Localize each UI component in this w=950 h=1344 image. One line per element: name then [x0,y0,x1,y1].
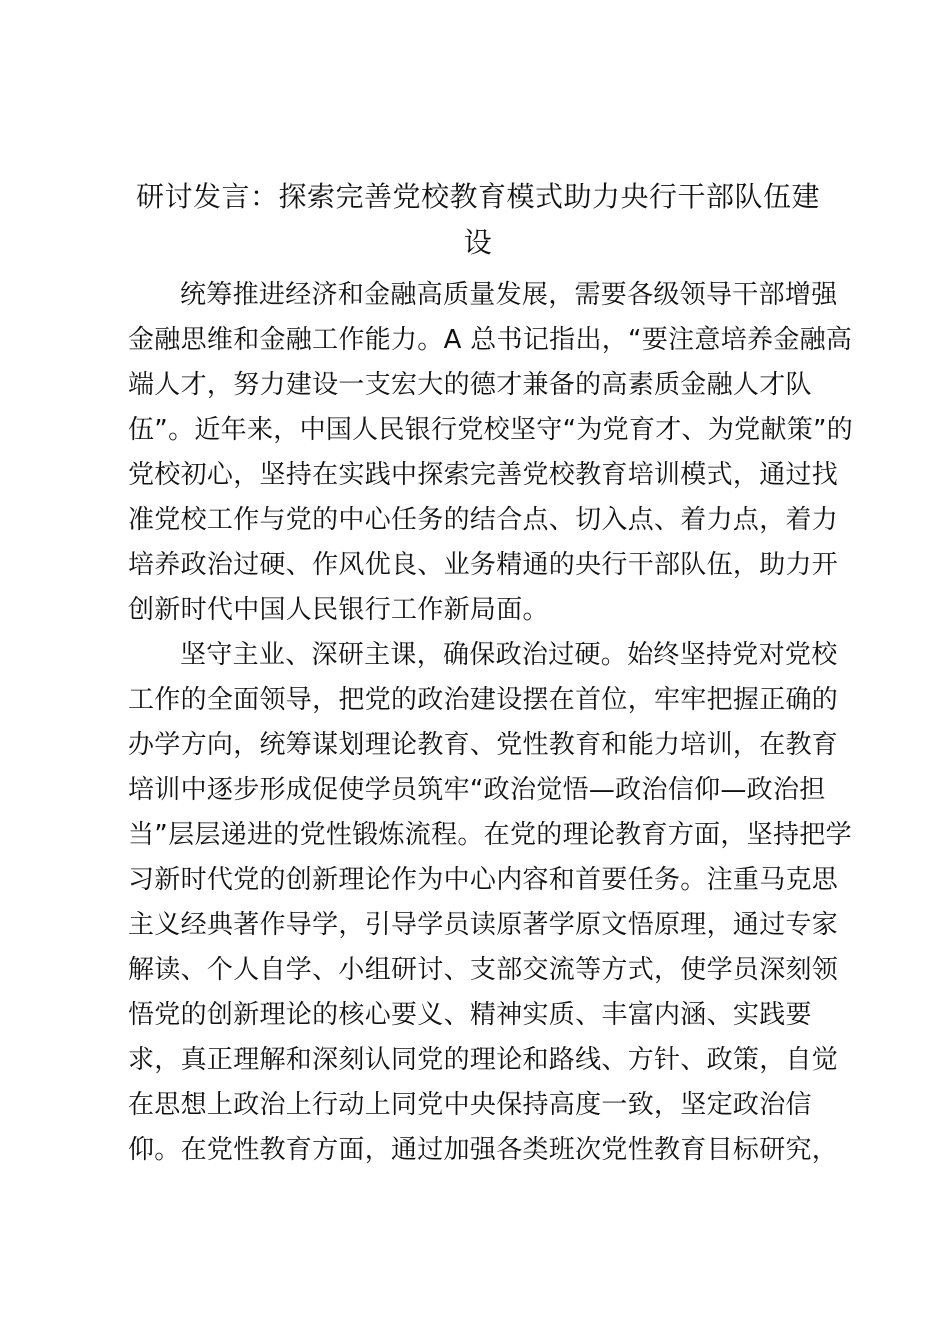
paragraph-2-line-10: 求，真正理解和深刻认同党的理论和路线、方针、政策，自觉 [128,1045,839,1075]
paragraph-2-line-1: 坚守主业、深研主课，确保政治过硬。始终坚持党对党校 [180,640,838,670]
title-line-2: 设 [463,226,493,259]
paragraph-2-line-2: 工作的全面领导，把党的政治建设摆在首位，牢牢把握正确的 [128,685,839,715]
document-title [128,174,828,266]
paragraph-2-line-12: 仰。在党性教育方面，通过加强各类班次党性教育目标研究， [128,1135,839,1165]
paragraph-1-line-2: 金融思维和金融工作能力。A 总书记指出，“要注意培养金融高 [128,325,853,355]
paragraph-2-line-9: 悟党的创新理论的核心要义、精神实质、丰富内涵、实践要 [128,1000,812,1030]
paragraph-1-line-5: 党校初心，坚持在实践中探索完善党校教育培训模式，通过找 [128,460,839,490]
paragraph-2-line-5: 当”层层递进的党性锻炼流程。在党的理论教育方面，坚持把学 [128,820,852,850]
paragraph-2-line-7: 主义经典著作导学，引导学员读原著学原文悟原理，通过专家 [128,910,839,940]
paragraph-1-line-1: 统筹推进经济和金融高质量发展，需要各级领导干部增强 [180,280,838,310]
paragraph-2-line-11: 在思想上政治上行动上同党中央保持高度一致，坚定政治信 [128,1090,812,1120]
title-line-1: 研讨发言：探索完善党校教育模式助力央行干部队伍建 [135,180,820,213]
paragraph-2-line-4: 培训中逐步形成促使学员筑牢“政治觉悟—政治信仰—政治担 [128,775,826,805]
paragraph-2-line-8: 解读、个人自学、小组研讨、支部交流等方式，使学员深刻领 [128,955,839,985]
paragraph-2-line-6: 习新时代党的创新理论作为中心内容和首要任务。注重马克思 [128,865,839,895]
paragraph-1-line-4: 伍”。近年来，中国人民银行党校坚守“为党育才、为党献策”的 [128,415,854,445]
paragraph-1-line-6: 准党校工作与党的中心任务的结合点、切入点、着力点，着力 [128,505,839,535]
paragraph-1-line-7: 培养政治过硬、作风优良、业务精通的央行干部队伍，助力开 [128,550,839,580]
paragraph-1-line-8: 创新时代中国人民银行工作新局面。 [128,595,549,625]
paragraph-2-line-3: 办学方向，统筹谋划理论教育、党性教育和能力培训，在教育 [128,730,839,760]
paragraph-1-line-3: 端人才，努力建设一支宏大的德才兼备的高素质金融人才队 [128,370,812,400]
